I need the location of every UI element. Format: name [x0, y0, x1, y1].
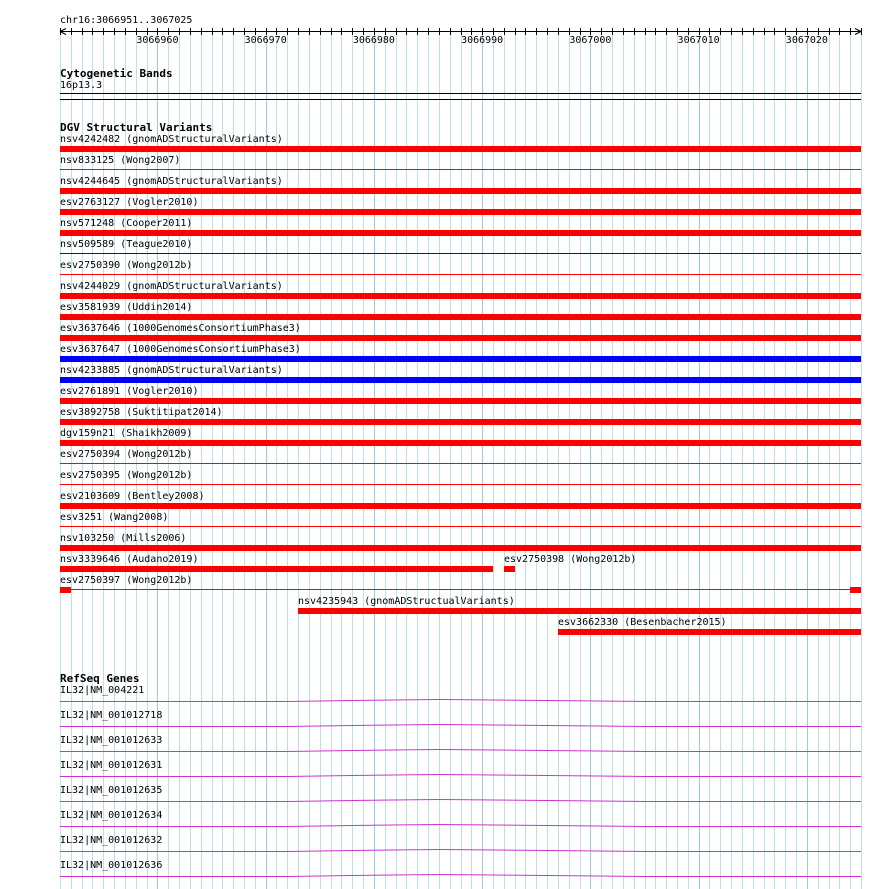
variant-label[interactable]: esv2750394 (Wong2012b) [60, 449, 193, 460]
coordinate-label: chr16:3066951..3067025 [60, 15, 193, 26]
variant-bar[interactable] [60, 209, 861, 215]
variant-label[interactable]: esv2763127 (Vogler2010) [60, 197, 199, 208]
variant-label[interactable]: esv2750397 (Wong2012b) [60, 575, 193, 586]
variant-line[interactable] [60, 526, 861, 527]
variant-bar[interactable] [60, 440, 861, 446]
variant-label[interactable]: nsv833125 (Wong2007) [60, 155, 181, 166]
variant-line[interactable] [60, 274, 861, 275]
cytoband-label: 16p13.3 [60, 80, 103, 91]
variant-label[interactable]: nsv3339646 (Audano2019) [60, 554, 199, 565]
variant-bar[interactable] [558, 629, 861, 635]
variant-bar[interactable] [60, 419, 861, 425]
variant-line[interactable] [60, 169, 861, 170]
variant-line[interactable] [60, 589, 861, 590]
gene-model-line[interactable] [60, 775, 861, 777]
gene-model-line[interactable] [60, 875, 861, 877]
variant-label[interactable]: nsv103250 (Mills2006) [60, 533, 187, 544]
variant-label[interactable]: esv2750398 (Wong2012b) [504, 554, 637, 565]
variant-bar[interactable] [850, 587, 861, 593]
variant-bar[interactable] [60, 545, 861, 551]
gene-label[interactable]: IL32|NM_001012636 [60, 860, 163, 871]
gene-label[interactable]: IL32|NM_001012631 [60, 760, 163, 771]
ruler-tick-label: 3066970 [244, 35, 287, 46]
variant-label[interactable]: esv3251 (Wang2008) [60, 512, 169, 523]
variant-bar[interactable] [60, 566, 493, 572]
variant-label[interactable]: esv2750395 (Wong2012b) [60, 470, 193, 481]
ruler-tick-label: 3067000 [569, 35, 612, 46]
cytoband-track-title: Cytogenetic Bands [60, 67, 173, 80]
variant-label[interactable]: nsv509589 (Teague2010) [60, 239, 193, 250]
gene-model-line[interactable] [60, 700, 861, 702]
variant-label[interactable]: dgv159n21 (Shaikh2009) [60, 428, 193, 439]
gene-label[interactable]: IL32|NM_001012633 [60, 735, 163, 746]
gene-label[interactable]: IL32|NM_004221 [60, 685, 145, 696]
dgv-track-title: DGV Structural Variants [60, 121, 213, 134]
variant-bar[interactable] [60, 188, 861, 194]
gene-model-line[interactable] [60, 850, 861, 852]
variant-line[interactable] [60, 484, 861, 485]
variant-bar[interactable] [60, 356, 861, 362]
variant-label[interactable]: esv3662330 (Besenbacher2015) [558, 617, 727, 628]
gene-label[interactable]: IL32|NM_001012634 [60, 810, 163, 821]
variant-bar[interactable] [60, 335, 861, 341]
variant-bar[interactable] [60, 293, 861, 299]
ruler-tick-label: 3066980 [352, 35, 395, 46]
variant-bar[interactable] [60, 398, 861, 404]
gene-model-line[interactable] [60, 725, 861, 727]
gene-label[interactable]: IL32|NM_001012632 [60, 835, 163, 846]
variant-label[interactable]: esv3892758 (Suktitipat2014) [60, 407, 223, 418]
variant-label[interactable]: esv3637647 (1000GenomesConsortiumPhase3) [60, 344, 301, 355]
ruler-tick-label: 3067020 [785, 35, 828, 46]
variant-label[interactable]: nsv571248 (Cooper2011) [60, 218, 193, 229]
ruler-tick-label: 3066960 [136, 35, 179, 46]
gene-label[interactable]: IL32|NM_001012718 [60, 710, 163, 721]
variant-label[interactable]: esv2761891 (Vogler2010) [60, 386, 199, 397]
gene-model-line[interactable] [60, 825, 861, 827]
gene-model-line[interactable] [60, 800, 861, 802]
variant-bar[interactable] [60, 377, 861, 383]
variant-bar[interactable] [60, 587, 71, 593]
variant-bar[interactable] [504, 566, 515, 572]
gene-label[interactable]: IL32|NM_001012635 [60, 785, 163, 796]
variant-bar[interactable] [60, 146, 861, 152]
gene-model-line[interactable] [60, 750, 861, 752]
variant-label[interactable]: nsv4244645 (gnomADStructuralVariants) [60, 176, 283, 187]
variant-bar[interactable] [60, 230, 861, 236]
ruler-tick-label: 3066990 [461, 35, 504, 46]
refseq-track-title: RefSeq Genes [60, 672, 140, 685]
variant-label[interactable]: nsv4244029 (gnomADStructuralVariants) [60, 281, 283, 292]
variant-label[interactable]: esv3637646 (1000GenomesConsortiumPhase3) [60, 323, 301, 334]
variant-label[interactable]: nsv4233885 (gnomADStructuralVariants) [60, 365, 283, 376]
variant-line[interactable] [60, 253, 861, 254]
variant-bar[interactable] [298, 608, 861, 614]
variant-label[interactable]: nsv4235943 (gnomADStructualVariants) [298, 596, 515, 607]
variant-label[interactable]: esv2750390 (Wong2012b) [60, 260, 193, 271]
variant-line[interactable] [60, 463, 861, 464]
variant-label[interactable]: nsv4242482 (gnomADStructuralVariants) [60, 134, 283, 145]
variant-bar[interactable] [60, 314, 861, 320]
variant-bar[interactable] [60, 503, 861, 509]
ruler-tick-label: 3067010 [677, 35, 720, 46]
variant-label[interactable]: esv3581939 (Uddin2014) [60, 302, 193, 313]
variant-label[interactable]: esv2103609 (Bentley2008) [60, 491, 205, 502]
